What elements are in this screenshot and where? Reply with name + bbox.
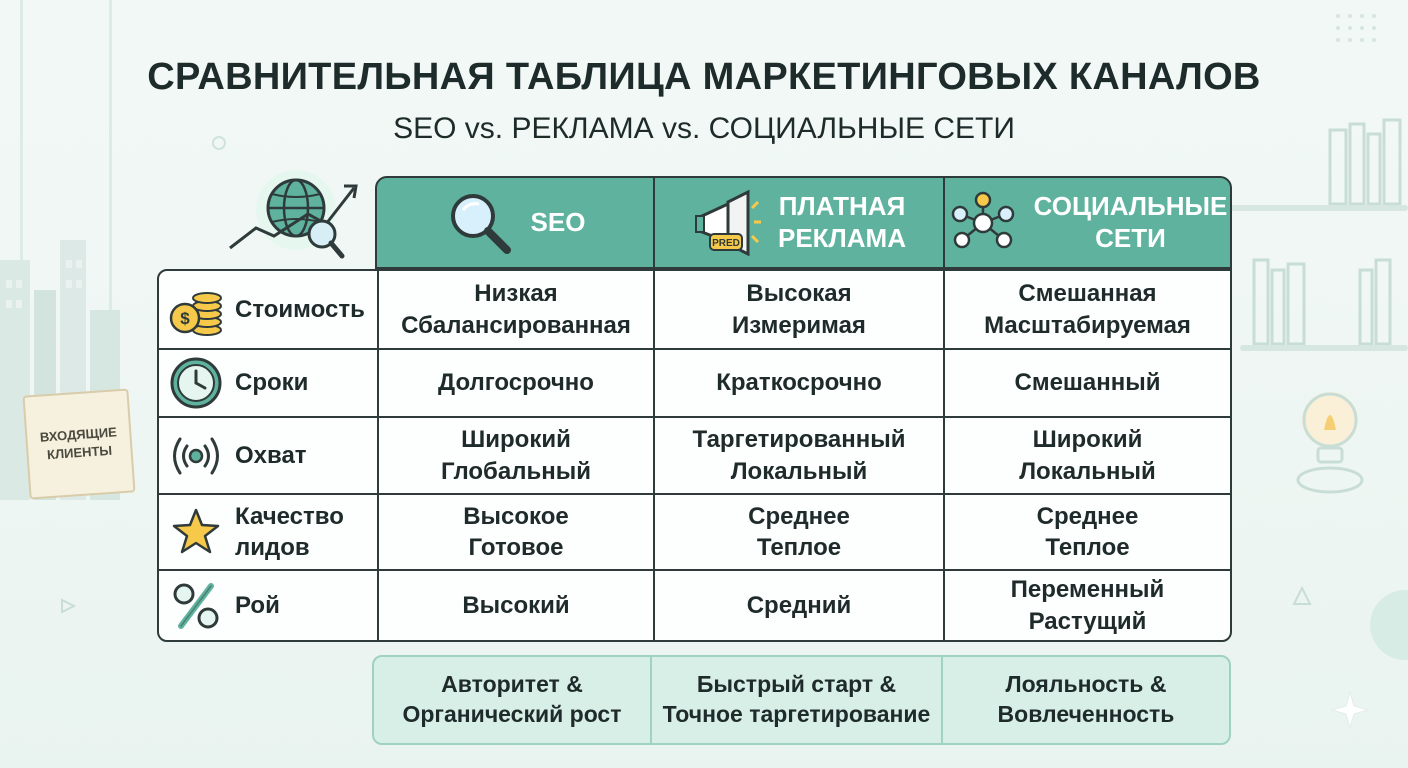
table-row [159, 495, 1230, 571]
incoming-clients-sign: ВХОДЯЩИЕ КЛИЕНТЫ [23, 388, 136, 499]
row-label-cost: $ Стоимость [159, 271, 377, 348]
bookshelf-illustration [1240, 110, 1408, 350]
decorative-circle [1370, 590, 1408, 660]
summary-social: Лояльность & Вовлеченность [941, 657, 1229, 743]
column-header-seo [377, 178, 653, 267]
summary-seo: Авторитет & Органический рост [402, 671, 622, 727]
shelf [1240, 345, 1408, 351]
triangle-icon [1292, 586, 1312, 606]
column-header-label: РЕКЛАМА [777, 222, 906, 253]
cell-ads: Высокая Измеримая [653, 271, 943, 348]
clock-icon [167, 355, 225, 411]
column-header-label: СОЦИАЛЬНЫЕ [1033, 191, 1228, 222]
shelf [1230, 205, 1408, 211]
comparison-table [157, 269, 1232, 642]
table-row [159, 571, 1230, 640]
cell-seo: Высокое Готовое [377, 495, 653, 569]
cell-ads: Таргетированный Локальный [653, 418, 943, 493]
column-header-social [943, 178, 1230, 267]
cell-social: Смешанный [943, 350, 1230, 416]
column-header-label: ПЛАТНАЯ [778, 191, 906, 222]
cell-social: Широкий Локальный [943, 418, 1230, 493]
badge-text: PRED [712, 237, 740, 249]
percent-icon [167, 578, 225, 634]
cell-ads: Средний [653, 571, 943, 640]
cell-seo: Долгосрочно [377, 350, 653, 416]
magnifier-icon [445, 188, 515, 258]
lamp-illustration [1290, 380, 1370, 500]
cell-seo: Широкий Глобальный [377, 418, 653, 493]
network-icon [948, 188, 1018, 258]
cell-social: Переменный Растущий [943, 571, 1230, 640]
star-icon [167, 504, 225, 560]
cell-social: Среднее Теплое [943, 495, 1230, 569]
svg-text:$: $ [180, 308, 190, 328]
row-label-lead-quality: Качество лидов [159, 495, 377, 569]
cell-seo: Высокий [377, 571, 653, 640]
coins-icon [167, 282, 225, 338]
page-subtitle: SEO vs. РЕКЛАМА vs. СОЦИАЛЬНЫЕ СЕТИ [393, 112, 1015, 145]
summary-ads: Быстрый старт & Точное таргетирование [650, 657, 941, 743]
table-row [159, 350, 1230, 418]
cell-social: Смешанная Масштабируемая [943, 271, 1230, 348]
table-header [375, 176, 1232, 269]
cell-ads: Среднее Теплое [653, 495, 943, 569]
broadcast-icon [167, 428, 225, 484]
triangle-icon [60, 598, 76, 614]
page-title: СРАВНИТЕЛЬНАЯ ТАБЛИЦА МАРКЕТИНГОВЫХ КАНАЛОВ [147, 56, 1261, 98]
summary-footer [372, 655, 1231, 745]
column-header-label: SEO [530, 206, 586, 237]
row-label-timing: Сроки [159, 350, 377, 416]
row-label-reach: Охват [159, 418, 377, 493]
table-row [159, 271, 1230, 350]
sparkle-icon [1330, 690, 1370, 730]
megaphone-icon [692, 188, 762, 258]
column-header-paid-ads [653, 178, 943, 267]
table-row [159, 418, 1230, 495]
column-header-label: СЕТИ [1095, 222, 1166, 253]
row-label-roi: Рой [159, 571, 377, 640]
globe-growth-icon [226, 170, 366, 262]
cell-seo: Низкая Сбалансированная [377, 271, 653, 348]
cell-ads: Краткосрочно [653, 350, 943, 416]
